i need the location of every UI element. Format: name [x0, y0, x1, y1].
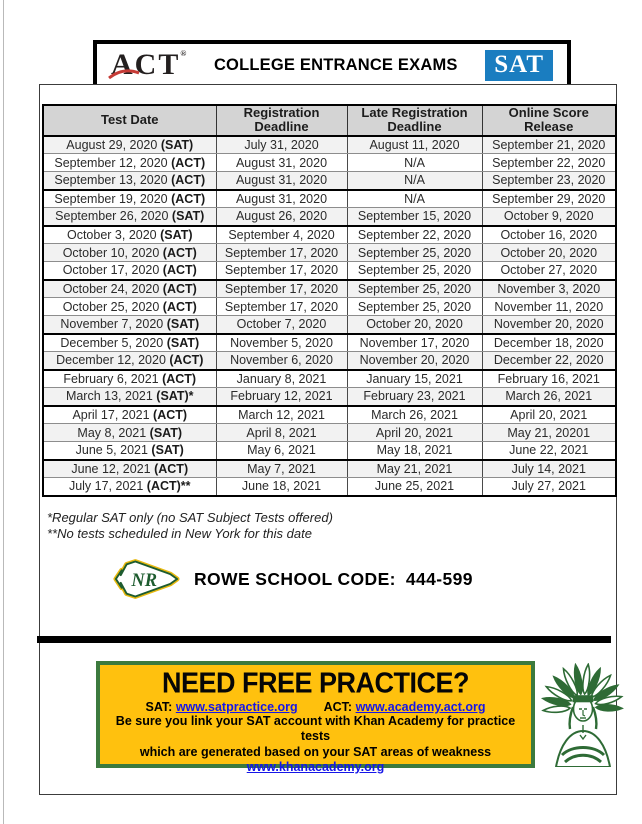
cell-late-registration-deadline: September 25, 2020	[347, 298, 482, 316]
cell-test-date: September 19, 2020 (ACT)	[43, 190, 216, 208]
cell-registration-deadline: September 4, 2020	[216, 226, 347, 244]
cell-test-date: December 12, 2020 (ACT)	[43, 352, 216, 370]
cell-online-score-release: June 22, 2021	[482, 442, 616, 460]
cell-late-registration-deadline: March 26, 2021	[347, 406, 482, 424]
cell-online-score-release: September 29, 2020	[482, 190, 616, 208]
table-row	[43, 190, 616, 208]
cell-late-registration-deadline: November 17, 2020	[347, 334, 482, 352]
cell-registration-deadline: April 8, 2021	[216, 424, 347, 442]
test-type-tag: (ACT)	[171, 155, 206, 170]
cell-late-registration-deadline: May 21, 2021	[347, 460, 482, 478]
cell-test-date: April 17, 2021 (ACT)	[43, 406, 216, 424]
cell-online-score-release: October 27, 2020	[482, 262, 616, 280]
test-type-tag: (SAT)	[160, 137, 194, 152]
cell-registration-deadline: January 8, 2021	[216, 370, 347, 388]
test-type-tag: (SAT)*	[156, 389, 194, 404]
act-link-pair	[324, 700, 486, 714]
table-row	[43, 388, 616, 406]
test-type-tag: (SAT)	[166, 317, 200, 332]
table-row	[43, 262, 616, 280]
test-type-tag: (ACT)	[171, 191, 206, 206]
cell-online-score-release: October 9, 2020	[482, 208, 616, 226]
test-type-tag: (ACT)	[154, 461, 189, 476]
sat-practice-link[interactable]: www.satpractice.org	[175, 700, 298, 715]
cell-test-date: June 12, 2021 (ACT)	[43, 460, 216, 478]
column-header: Test Date	[43, 105, 216, 136]
cell-registration-deadline: June 18, 2021	[216, 478, 347, 496]
cell-online-score-release: September 22, 2020	[482, 154, 616, 172]
cell-test-date: September 13, 2020 (ACT)	[43, 172, 216, 190]
cell-late-registration-deadline: September 25, 2020	[347, 262, 482, 280]
chief-mascot-icon	[540, 663, 626, 767]
cell-online-score-release: July 27, 2021	[482, 478, 616, 496]
table-row	[43, 478, 616, 496]
table-row	[43, 316, 616, 334]
cell-test-date: November 7, 2020 (SAT)	[43, 316, 216, 334]
test-type-tag: (ACT)	[171, 173, 206, 188]
cell-test-date: October 24, 2020 (ACT)	[43, 280, 216, 298]
table-row	[43, 208, 616, 226]
divider-bar	[37, 636, 611, 643]
table-row	[43, 226, 616, 244]
table-row	[43, 298, 616, 316]
cell-test-date: September 26, 2020 (SAT)	[43, 208, 216, 226]
footnote-new-york: **No tests scheduled in New York for this date	[47, 526, 312, 542]
cell-registration-deadline: September 17, 2020	[216, 262, 347, 280]
practice-text-line1: Be sure you link your SAT account with Khan Academy for practice tests	[115, 714, 516, 744]
cell-registration-deadline: September 17, 2020	[216, 298, 347, 316]
test-type-tag: (SAT)	[149, 425, 183, 440]
cell-online-score-release: October 16, 2020	[482, 226, 616, 244]
page-title: COLLEGE ENTRANCE EXAMS	[213, 55, 458, 74]
cell-test-date: December 5, 2020 (SAT)	[43, 334, 216, 352]
cell-test-date: October 10, 2020 (ACT)	[43, 244, 216, 262]
cell-test-date: August 29, 2020 (SAT)	[43, 136, 216, 154]
cell-registration-deadline: August 26, 2020	[216, 208, 347, 226]
test-type-tag: (ACT)	[162, 263, 197, 278]
cell-late-registration-deadline: October 20, 2020	[347, 316, 482, 334]
cell-late-registration-deadline: May 18, 2021	[347, 442, 482, 460]
khan-academy-link[interactable]: www.khanacademy.org	[246, 759, 385, 774]
cell-registration-deadline: August 31, 2020	[216, 154, 347, 172]
cell-late-registration-deadline: N/A	[347, 190, 482, 208]
table-row	[43, 334, 616, 352]
table-row	[43, 154, 616, 172]
cell-late-registration-deadline: September 15, 2020	[347, 208, 482, 226]
arrowhead-logo-icon	[112, 556, 180, 602]
cell-late-registration-deadline: N/A	[347, 154, 482, 172]
cell-online-score-release: April 20, 2021	[482, 406, 616, 424]
cell-test-date: October 17, 2020 (ACT)	[43, 262, 216, 280]
cell-late-registration-deadline: September 25, 2020	[347, 244, 482, 262]
test-type-tag: (SAT)	[166, 335, 200, 350]
cell-test-date: October 3, 2020 (SAT)	[43, 226, 216, 244]
test-type-tag: (ACT)	[162, 299, 197, 314]
cell-late-registration-deadline: January 15, 2021	[347, 370, 482, 388]
column-header: Registration Deadline	[216, 105, 347, 136]
cell-online-score-release: December 18, 2020	[482, 334, 616, 352]
sat-logo: SAT	[485, 50, 553, 81]
table-row	[43, 280, 616, 298]
test-type-tag: (ACT)	[162, 245, 197, 260]
test-type-tag: (ACT)	[162, 281, 197, 296]
exam-table-body	[43, 136, 616, 496]
cell-online-score-release: October 20, 2020	[482, 244, 616, 262]
table-row	[43, 172, 616, 190]
practice-box	[96, 661, 535, 774]
cell-registration-deadline: May 6, 2021	[216, 442, 347, 460]
table-row	[43, 370, 616, 388]
test-type-tag: (SAT)	[171, 209, 205, 224]
cell-online-score-release: November 3, 2020	[482, 280, 616, 298]
practice-links-row	[100, 700, 531, 714]
table-row	[43, 406, 616, 424]
act-logo-text: ACT	[111, 48, 181, 81]
scan-edge-line	[3, 0, 4, 824]
cell-test-date: September 12, 2020 (ACT)	[43, 154, 216, 172]
cell-late-registration-deadline: June 25, 2021	[347, 478, 482, 496]
cell-registration-deadline: May 7, 2021	[216, 460, 347, 478]
test-type-tag: (SAT)	[160, 227, 193, 242]
cell-registration-deadline: July 31, 2020	[216, 136, 347, 154]
cell-late-registration-deadline: April 20, 2021	[347, 424, 482, 442]
cell-online-score-release: March 26, 2021	[482, 388, 616, 406]
cell-registration-deadline: October 7, 2020	[216, 316, 347, 334]
table-row	[43, 352, 616, 370]
column-header: Late Registration Deadline	[347, 105, 482, 136]
practice-title: NEED FREE PRACTICE?	[161, 667, 470, 699]
test-type-tag: (ACT)**	[146, 479, 191, 494]
practice-text-line2: which are generated based on your SAT areas of weakness	[139, 744, 492, 759]
cell-test-date: May 8, 2021 (SAT)	[43, 424, 216, 442]
table-row	[43, 442, 616, 460]
table-row	[43, 136, 616, 154]
cell-test-date: October 25, 2020 (ACT)	[43, 298, 216, 316]
header-banner	[93, 40, 571, 90]
cell-late-registration-deadline: September 22, 2020	[347, 226, 482, 244]
cell-test-date: June 5, 2021 (SAT)	[43, 442, 216, 460]
cell-registration-deadline: September 17, 2020	[216, 280, 347, 298]
cell-online-score-release: July 14, 2021	[482, 460, 616, 478]
cell-registration-deadline: November 6, 2020	[216, 352, 347, 370]
act-academy-link[interactable]: www.academy.act.org	[355, 700, 486, 715]
arrowhead-monogram: NR	[131, 569, 158, 590]
table-row	[43, 460, 616, 478]
cell-late-registration-deadline: February 23, 2021	[347, 388, 482, 406]
cell-registration-deadline: February 12, 2021	[216, 388, 347, 406]
cell-late-registration-deadline: September 25, 2020	[347, 280, 482, 298]
table-header-row	[43, 105, 616, 136]
act-link-label: ACT:	[323, 700, 353, 715]
cell-online-score-release: May 21, 20201	[482, 424, 616, 442]
school-code-label: ROWE SCHOOL CODE:	[194, 568, 396, 589]
cell-online-score-release: September 21, 2020	[482, 136, 616, 154]
column-header: Online Score Release	[482, 105, 616, 136]
cell-online-score-release: November 20, 2020	[482, 316, 616, 334]
cell-registration-deadline: August 31, 2020	[216, 190, 347, 208]
cell-late-registration-deadline: November 20, 2020	[347, 352, 482, 370]
cell-online-score-release: September 23, 2020	[482, 172, 616, 190]
cell-registration-deadline: September 17, 2020	[216, 244, 347, 262]
act-registered-mark: ®	[180, 49, 187, 58]
cell-late-registration-deadline: August 11, 2020	[347, 136, 482, 154]
cell-online-score-release: November 11, 2020	[482, 298, 616, 316]
table-row	[43, 424, 616, 442]
school-code-row	[112, 556, 473, 602]
sat-link-label: SAT:	[145, 700, 173, 715]
act-red-swoosh-icon	[108, 66, 142, 80]
footnote-sat-only: *Regular SAT only (no SAT Subject Tests offered)	[47, 510, 333, 525]
cell-test-date: February 6, 2021 (ACT)	[43, 370, 216, 388]
cell-late-registration-deadline: N/A	[347, 172, 482, 190]
footnotes	[47, 510, 333, 543]
test-type-tag: (ACT)	[153, 407, 188, 422]
cell-registration-deadline: November 5, 2020	[216, 334, 347, 352]
act-logo	[111, 50, 186, 80]
cell-online-score-release: December 22, 2020	[482, 352, 616, 370]
table-row	[43, 244, 616, 262]
cell-test-date: March 13, 2021 (SAT)*	[43, 388, 216, 406]
cell-registration-deadline: August 31, 2020	[216, 172, 347, 190]
cell-online-score-release: February 16, 2021	[482, 370, 616, 388]
cell-registration-deadline: March 12, 2021	[216, 406, 347, 424]
test-type-tag: (ACT)	[162, 371, 197, 386]
test-type-tag: (SAT)	[151, 443, 184, 458]
exam-schedule-table	[42, 104, 617, 497]
test-type-tag: (ACT)	[169, 353, 204, 368]
school-code-value: 444-599	[405, 568, 473, 589]
cell-test-date: July 17, 2021 (ACT)**	[43, 478, 216, 496]
sat-link-pair	[145, 700, 297, 714]
